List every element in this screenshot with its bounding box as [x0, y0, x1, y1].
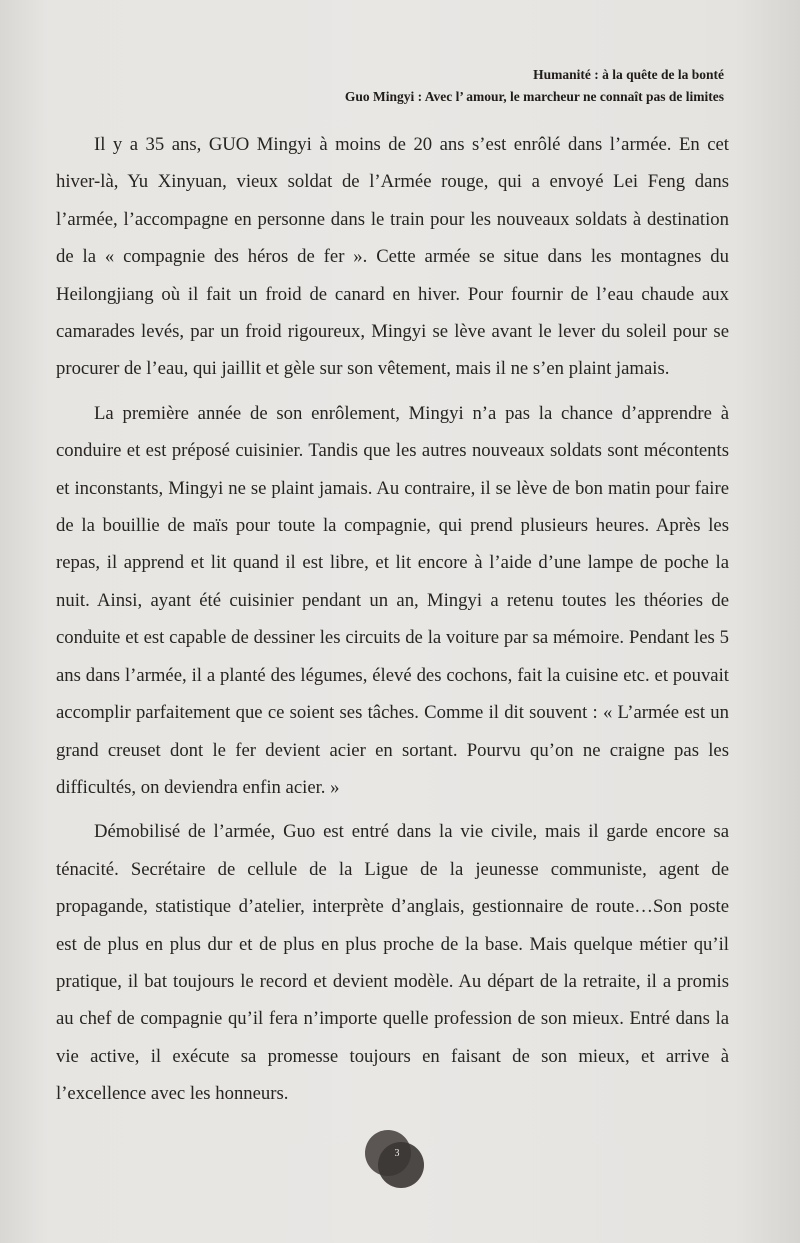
paragraph-1: Il y a 35 ans, GUO Mingyi à moins de 20 ans s’est enrôlé dans l’armée. En cet hiver-là, Yu Xinyuan, vieux soldat de l’Armée rouge, qui a envoyé Lei Feng dans l’armée, l’accompagne en personne dans le train pour les nouveaux soldats à destination de la « compagnie des héros de fer ». Cette armée se situe dans les montagnes du Heilongjiang où il fait un froid de canard en hiver. Pour fournir de l’eau chaude aux camarades levés, par un froid rigoureux, Mingyi se lève avant le lever du soleil pour se procurer de l’eau, qui jaillit et gèle sur son vêtement, mais il ne s’en plaint jamais. [56, 134, 729, 380]
page-number: 3 [394, 1148, 400, 1159]
body-text [56, 126, 729, 1113]
header-chapter-title: Guo Mingyi : Avec l’ amour, le marcheur ne connaît pas de limites [344, 89, 724, 104]
paragraph-2: La première année de son enrôlement, Mingyi n’a pas la chance d’apprendre à conduire et est préposé cuisinier. Tandis que les autres nouveaux soldats sont mécontents et inconstants, Mingyi ne se plaint jamais. Au contraire, il se lève de bon matin pour faire de la bouillie de maïs pour toute la compagnie, qui prend plusieurs heures. Après les repas, il apprend et lit quand il est libre, et lit encore à l’aide d’une lampe de poche la nuit. Ainsi, ayant été cuisinier pendant un an, Mingyi a retenu toutes les théories de conduite et est capable de dessiner les circuits de la voiture par sa mémoire. Pendant les 5 ans dans l’armée, il a planté des légumes, élevé des cochons, fait la cuisine etc. et pouvait accomplir parfaitement que ce soient ses tâches. Comme il dit souvent : « L’armée est un grand creuset dont le fer devient acier en sortant. Pourvu qu’on ne craigne pas les difficultés, on deviendra enfin acier. » [56, 402, 729, 798]
running-header [345, 64, 724, 108]
header-book-title: Humanité : à la quête de la bonté [533, 67, 724, 82]
page-number-badge [360, 1130, 430, 1190]
paragraph-3: Démobilisé de l’armée, Guo est entré dans la vie civile, mais il garde encore sa ténacité. Secrétaire de cellule de la Ligue de la jeunesse communiste, agent de propagande, statistique d’atelier, interprète d’anglais, gestionnaire de route…Son poste est de plus en plus dur et de plus en plus proche de la base. Mais quelque métier qu’il pratique, il bat toujours le record et devient modèle. Au départ de la retraite, il a promis au chef de compagnie qu’il fera n’importe quelle profession de son mieux. Entré dans la vie active, il exécute sa promesse toujours en faisant de son mieux, et arrive à l’excellence avec les honneurs. [56, 821, 729, 1105]
